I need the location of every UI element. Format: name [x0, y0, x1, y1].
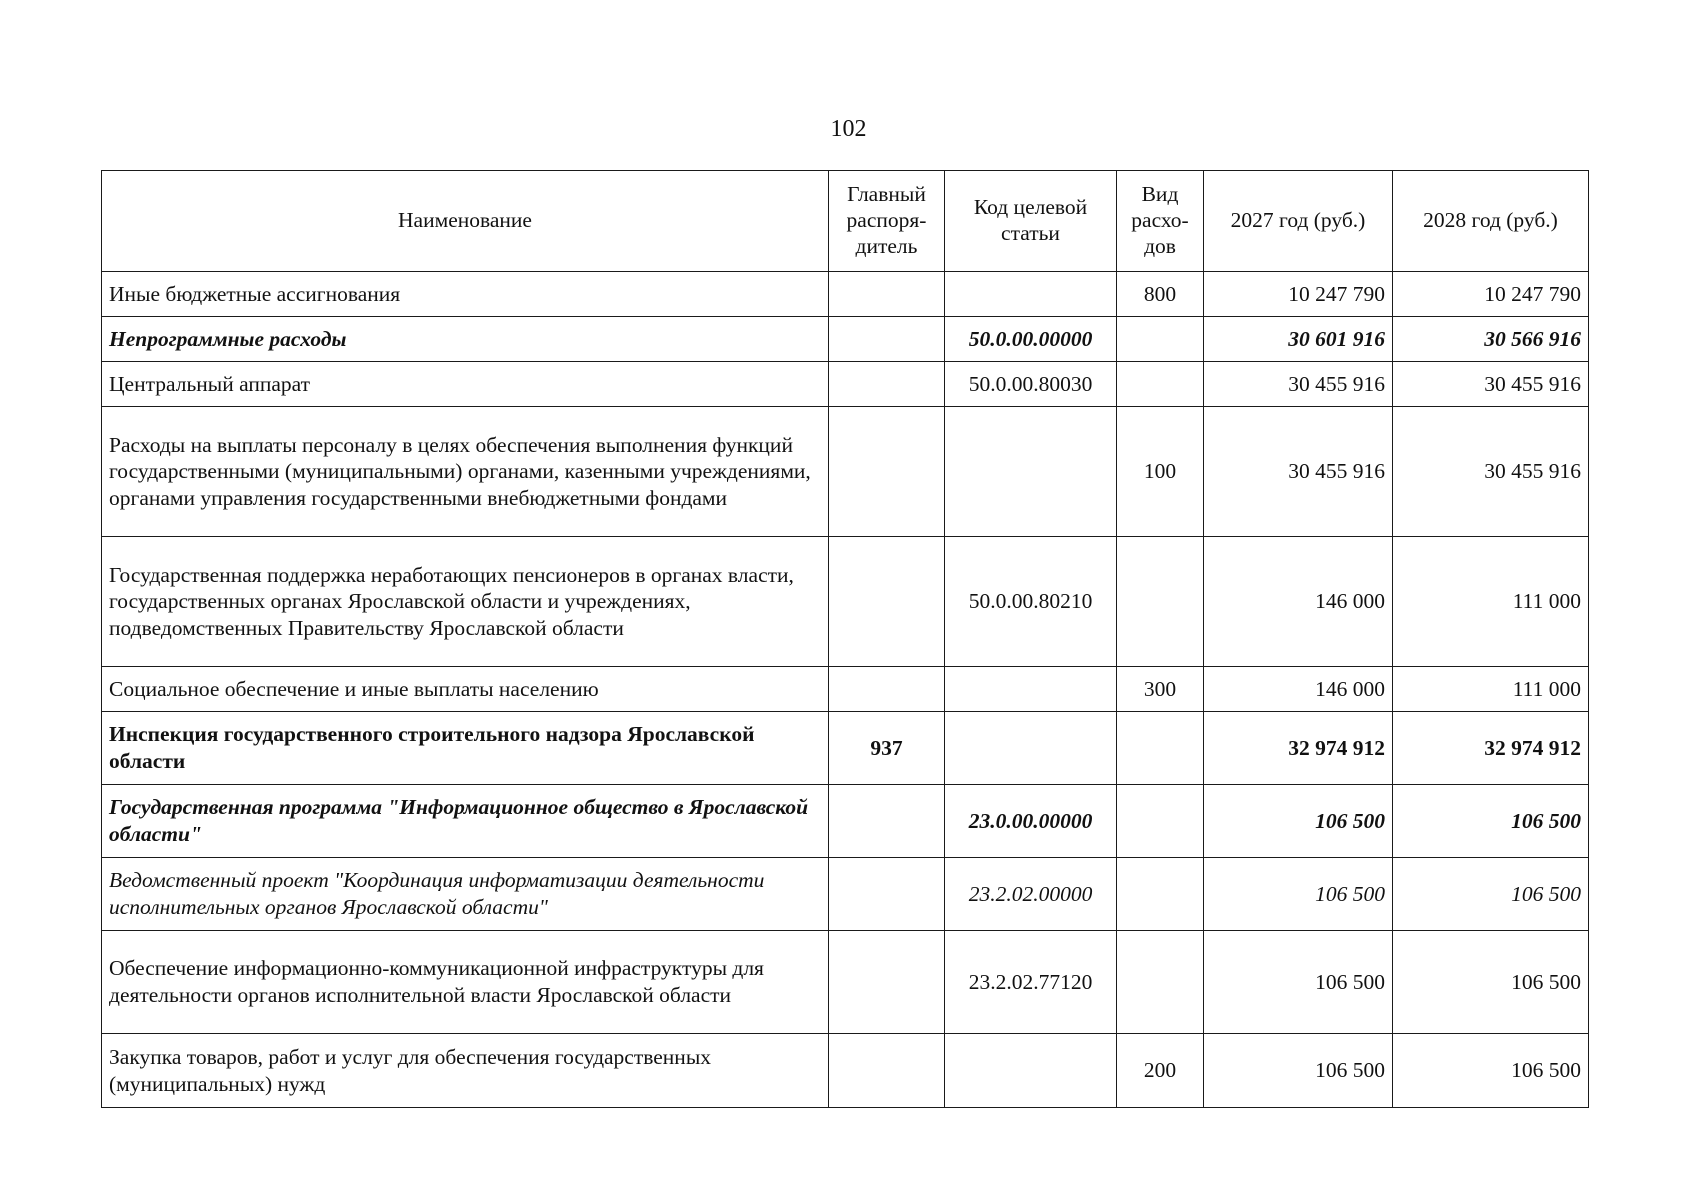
header-chief: Главный распоря-дитель — [829, 171, 945, 272]
cell-2028: 106 500 — [1393, 1034, 1589, 1108]
cell-chief — [829, 1034, 945, 1108]
header-name: Наименование — [102, 171, 829, 272]
cell-2028: 10 247 790 — [1393, 272, 1589, 317]
header-2028: 2028 год (руб.) — [1393, 171, 1589, 272]
cell-2028: 106 500 — [1393, 931, 1589, 1034]
cell-code: 23.2.02.00000 — [945, 858, 1117, 931]
cell-name: Инспекция государственного строительного надзора Ярославской области — [102, 712, 829, 785]
table-row — [102, 712, 1589, 785]
cell-chief — [829, 317, 945, 362]
cell-chief — [829, 785, 945, 858]
table-row — [102, 858, 1589, 931]
cell-2028: 106 500 — [1393, 858, 1589, 931]
cell-code — [945, 407, 1117, 537]
cell-type — [1117, 785, 1204, 858]
cell-2027: 30 455 916 — [1204, 407, 1393, 537]
cell-code: 50.0.00.80210 — [945, 537, 1117, 667]
budget-table — [101, 170, 1589, 1108]
cell-code: 50.0.00.00000 — [945, 317, 1117, 362]
cell-code — [945, 667, 1117, 712]
cell-type: 100 — [1117, 407, 1204, 537]
cell-chief — [829, 667, 945, 712]
cell-2027: 146 000 — [1204, 667, 1393, 712]
cell-2028: 111 000 — [1393, 537, 1589, 667]
table-row — [102, 1034, 1589, 1108]
cell-type: 300 — [1117, 667, 1204, 712]
table-row — [102, 537, 1589, 667]
cell-chief: 937 — [829, 712, 945, 785]
cell-name: Государственная поддержка неработающих пенсионеров в органах власти, государственных органах Ярославской области и учреждениях, подведомственных Правительству Ярославской области — [102, 537, 829, 667]
cell-2028: 30 455 916 — [1393, 407, 1589, 537]
cell-code: 23.0.00.00000 — [945, 785, 1117, 858]
cell-chief — [829, 931, 945, 1034]
cell-name: Закупка товаров, работ и услуг для обеспечения государственных (муниципальных) нужд — [102, 1034, 829, 1108]
cell-chief — [829, 537, 945, 667]
cell-2027: 30 455 916 — [1204, 362, 1393, 407]
cell-2027: 106 500 — [1204, 785, 1393, 858]
header-2027: 2027 год (руб.) — [1204, 171, 1393, 272]
cell-type — [1117, 537, 1204, 667]
cell-name: Ведомственный проект "Координация информатизации деятельности исполнительных органов Ярославской области" — [102, 858, 829, 931]
table-row — [102, 785, 1589, 858]
cell-code — [945, 712, 1117, 785]
cell-chief — [829, 272, 945, 317]
cell-2027: 146 000 — [1204, 537, 1393, 667]
cell-chief — [829, 858, 945, 931]
cell-type: 800 — [1117, 272, 1204, 317]
cell-code: 50.0.00.80030 — [945, 362, 1117, 407]
table-row — [102, 407, 1589, 537]
table-row — [102, 317, 1589, 362]
cell-2028: 30 566 916 — [1393, 317, 1589, 362]
cell-type — [1117, 712, 1204, 785]
header-type: Вид расхо-дов — [1117, 171, 1204, 272]
cell-2027: 106 500 — [1204, 931, 1393, 1034]
cell-2028: 30 455 916 — [1393, 362, 1589, 407]
table-row — [102, 667, 1589, 712]
table-row — [102, 931, 1589, 1034]
header-row — [102, 171, 1589, 272]
cell-type — [1117, 858, 1204, 931]
cell-2027: 32 974 912 — [1204, 712, 1393, 785]
cell-name: Социальное обеспечение и иные выплаты населению — [102, 667, 829, 712]
cell-type — [1117, 931, 1204, 1034]
page-number: 102 — [830, 116, 867, 142]
cell-name: Непрограммные расходы — [102, 317, 829, 362]
cell-code — [945, 272, 1117, 317]
cell-type: 200 — [1117, 1034, 1204, 1108]
cell-type — [1117, 317, 1204, 362]
cell-2027: 106 500 — [1204, 1034, 1393, 1108]
cell-2027: 30 601 916 — [1204, 317, 1393, 362]
cell-name: Центральный аппарат — [102, 362, 829, 407]
cell-name: Обеспечение информационно-коммуникационной инфраструктуры для деятельности органов исполнительной власти Ярославской области — [102, 931, 829, 1034]
header-code: Код целевой статьи — [945, 171, 1117, 272]
cell-2028: 111 000 — [1393, 667, 1589, 712]
cell-name: Государственная программа "Информационное общество в Ярославской области" — [102, 785, 829, 858]
cell-chief — [829, 407, 945, 537]
cell-2027: 106 500 — [1204, 858, 1393, 931]
cell-name: Расходы на выплаты персоналу в целях обеспечения выполнения функций государственными (муниципальными) органами, казенными учреждениями, органами управления государственными внебюджетными фондами — [102, 407, 829, 537]
cell-code: 23.2.02.77120 — [945, 931, 1117, 1034]
cell-2028: 32 974 912 — [1393, 712, 1589, 785]
cell-type — [1117, 362, 1204, 407]
cell-chief — [829, 362, 945, 407]
cell-name: Иные бюджетные ассигнования — [102, 272, 829, 317]
cell-2027: 10 247 790 — [1204, 272, 1393, 317]
table-row — [102, 362, 1589, 407]
cell-code — [945, 1034, 1117, 1108]
table-row — [102, 272, 1589, 317]
cell-2028: 106 500 — [1393, 785, 1589, 858]
